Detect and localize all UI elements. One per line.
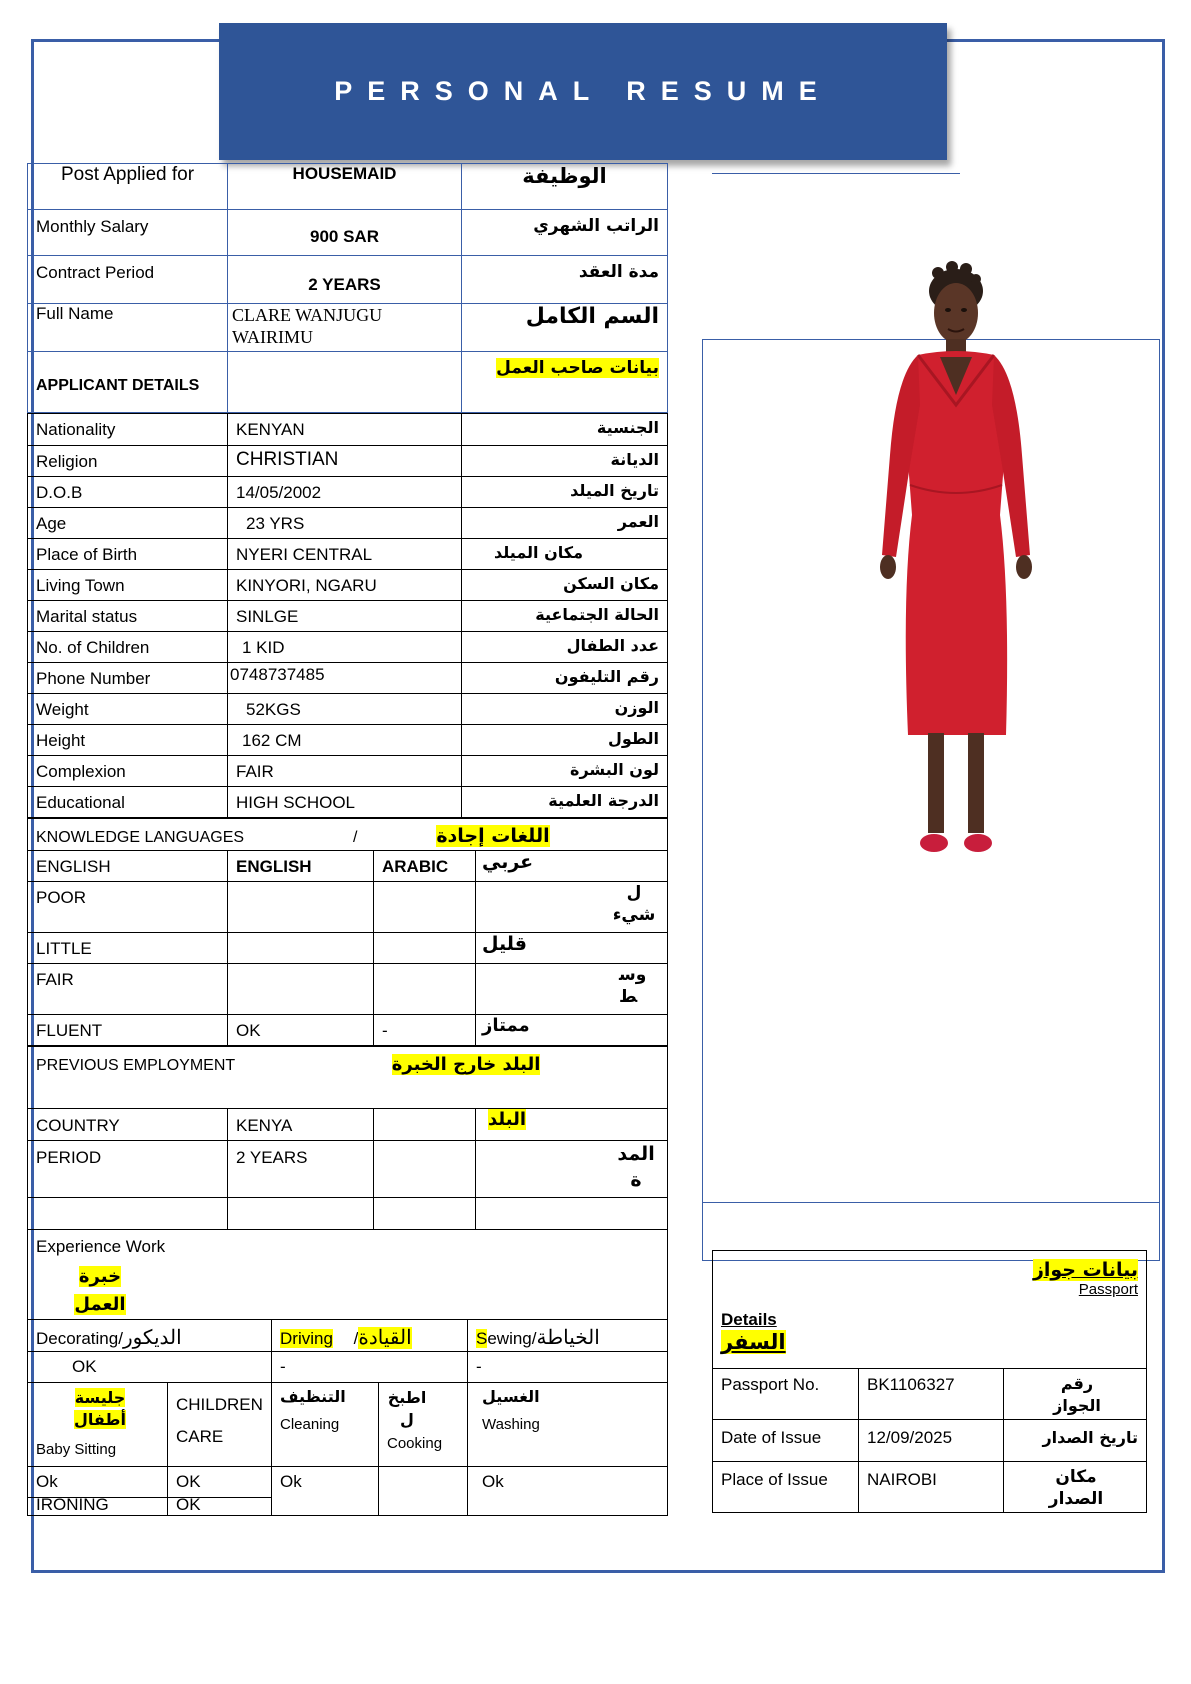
post-label: Post Applied for [28, 164, 228, 210]
lang-little-ar [374, 933, 476, 964]
experience-table [27, 1229, 668, 1516]
details-row [28, 663, 668, 694]
detail-value: 23 YRS [228, 508, 462, 539]
care-val-3 [379, 1467, 468, 1516]
skill-sewing-val: - [468, 1352, 668, 1383]
care-cleaning-ar: التنظيف [280, 1387, 346, 1406]
salary-value: 900 SAR [228, 210, 462, 256]
passport-no-label: Passport No. [713, 1369, 859, 1420]
detail-value: CHRISTIAN [228, 446, 462, 477]
applicant-photo [860, 255, 1050, 867]
detail-label: Living Town [28, 570, 228, 601]
care-cooking-en: Cooking [387, 1435, 443, 1452]
care-babysit-en: Baby Sitting [36, 1441, 117, 1458]
details-row [28, 725, 668, 756]
issue-place-label: Place of Issue [713, 1462, 859, 1513]
detail-value: HIGH SCHOOL [228, 787, 462, 818]
details-row [28, 787, 668, 818]
detail-value: NYERI CENTRAL [228, 539, 462, 570]
lang-head-3: عربي [476, 851, 668, 882]
care-babysit-ar: جليسة أطفال [74, 1388, 126, 1429]
skill-driving-sep: / [353, 1329, 359, 1348]
employment-table [27, 1046, 668, 1230]
ironing-value: OK [168, 1498, 272, 1516]
contract-label: Contract Period [28, 256, 228, 304]
languages-slash: / [352, 829, 358, 846]
detail-label: D.O.B [28, 477, 228, 508]
detail-arabic: الديانة [462, 446, 668, 477]
details-row [28, 446, 668, 477]
lang-head-1: ENGLISH [228, 851, 374, 882]
skill-driving: Driving [280, 1329, 333, 1348]
detail-label: Place of Birth [28, 539, 228, 570]
care-washing-en: Washing [482, 1416, 540, 1433]
passport-title-ar: بيانات جواز [1032, 1259, 1138, 1281]
issue-date-label: Date of Issue [713, 1420, 859, 1462]
issue-place-ar: مكان الصدار [1048, 1467, 1104, 1509]
care-val-1: OK [168, 1467, 272, 1498]
detail-arabic: عدد الطفال [462, 632, 668, 663]
experience-title-ar: خبرة العمل [74, 1266, 126, 1315]
details-row [28, 477, 668, 508]
care-washing-ar: الغسيل [482, 1387, 540, 1406]
person-figure [880, 261, 1032, 852]
detail-label: Phone Number [28, 663, 228, 694]
skill-decorating-ar: الديكور [122, 1327, 182, 1349]
fullname-value: CLARE WANJUGU WAIRIMU [228, 304, 462, 352]
detail-value: 1 KID [228, 632, 462, 663]
detail-value: 0748737485 [228, 663, 462, 694]
detail-value: SINLGE [228, 601, 462, 632]
skill-sewing-ar: الخياطة [536, 1327, 600, 1349]
detail-label: Height [28, 725, 228, 756]
detail-label: Complexion [28, 756, 228, 787]
passport-title-en: Passport [1078, 1281, 1138, 1298]
detail-arabic: مكان السكن [462, 570, 668, 601]
detail-value: KENYAN [228, 414, 462, 446]
applicant-details-ar: بيانات صاحب العمل [496, 358, 659, 378]
details-row [28, 414, 668, 446]
languages-table [27, 818, 668, 1046]
experience-title: Experience Work [36, 1237, 166, 1256]
care-children: CHILDREN CARE [168, 1383, 272, 1467]
lang-level-fair: FAIR [28, 964, 228, 1015]
decor-line [712, 173, 960, 174]
employment-title-ar: البلد خارج الخبرة [391, 1054, 541, 1075]
detail-arabic: الجنسية [462, 414, 668, 446]
detail-label: Nationality [28, 414, 228, 446]
details-row [28, 756, 668, 787]
detail-arabic: الوزن [462, 694, 668, 725]
resume-title: PERSONAL RESUME [334, 76, 832, 106]
details-row [28, 539, 668, 570]
skill-decorating: Decorating/ [36, 1329, 123, 1348]
period-ar: المدة [617, 1143, 655, 1191]
care-val-0: Ok [28, 1467, 168, 1498]
details-row [28, 570, 668, 601]
lang-fluent-label: ممتاز [476, 1015, 668, 1046]
detail-arabic: العمر [462, 508, 668, 539]
details-row [28, 508, 668, 539]
country-label: COUNTRY [28, 1109, 228, 1141]
contract-value: 2 YEARS [228, 256, 462, 304]
passport-details-en: Details [721, 1310, 777, 1329]
contract-ar: مدة العقد [462, 256, 668, 304]
detail-arabic: الحالة الجتماعية [462, 601, 668, 632]
detail-label: No. of Children [28, 632, 228, 663]
detail-label: Marital status [28, 601, 228, 632]
lang-fair-ar [374, 964, 476, 1015]
detail-label: Religion [28, 446, 228, 477]
skill-decorating-val: OK [28, 1352, 272, 1383]
detail-value: FAIR [228, 756, 462, 787]
passport-details-ar: السفر [721, 1330, 786, 1354]
header-table [27, 163, 668, 413]
lang-poor-ar [374, 882, 476, 933]
care-cleaning-en: Cleaning [280, 1416, 340, 1433]
detail-arabic: مكان الميلد [462, 539, 668, 570]
detail-arabic: تاريخ الميلد [462, 477, 668, 508]
details-row [28, 601, 668, 632]
detail-value: 52KGS [228, 694, 462, 725]
detail-value: KINYORI, NGARU [228, 570, 462, 601]
detail-label: Age [28, 508, 228, 539]
care-val-2: Ok [272, 1467, 379, 1516]
period-value: 2 YEARS [228, 1141, 374, 1198]
passport-table [712, 1250, 1147, 1513]
salary-ar: الراتب الشهري [462, 210, 668, 256]
detail-value: 14/05/2002 [228, 477, 462, 508]
lang-fluent-ar: - [374, 1015, 476, 1046]
passport-no-ar: رقم الجواز [1053, 1374, 1101, 1415]
detail-arabic: الطول [462, 725, 668, 756]
detail-arabic: رقم التليفون [462, 663, 668, 694]
lang-little-label: قليل [476, 933, 668, 964]
lang-fair-label: وسط [619, 965, 647, 1007]
lang-level-poor: POOR [28, 882, 228, 933]
lang-fluent-en: OK [228, 1015, 374, 1046]
issue-date-value: 12/09/2025 [859, 1420, 1004, 1462]
detail-label: Weight [28, 694, 228, 725]
care-val-4: Ok [468, 1467, 668, 1516]
title-banner [219, 23, 947, 160]
post-value: HOUSEMAID [228, 164, 462, 210]
passport-no-value: BK1106327 [859, 1369, 1004, 1420]
care-cooking-ar: اطبخ ل [387, 1388, 427, 1429]
detail-arabic: لون البشرة [462, 756, 668, 787]
lang-level-fluent: FLUENT [28, 1015, 228, 1046]
applicant-details-label: APPLICANT DETAILS [28, 352, 228, 413]
lang-poor-label: ل شيء [612, 883, 656, 925]
issue-date-ar: تاريخ الصدار [1004, 1420, 1147, 1462]
fullname-ar: السم الكامل [462, 304, 668, 352]
fullname-label: Full Name [28, 304, 228, 352]
detail-value: 162 CM [228, 725, 462, 756]
lang-head-2: ARABIC [374, 851, 476, 882]
photo-separator [702, 1202, 1160, 1203]
details-row [28, 632, 668, 663]
post-ar: الوظيفة [462, 164, 668, 210]
languages-title-ar: اللغات إجادة [436, 825, 550, 847]
details-row [28, 694, 668, 725]
period-label: PERIOD [28, 1141, 228, 1198]
ironing-label: IRONING [28, 1498, 168, 1516]
skill-driving-val: - [272, 1352, 468, 1383]
issue-place-value: NAIROBI [859, 1462, 1004, 1513]
lang-head-0: ENGLISH [28, 851, 228, 882]
salary-label: Monthly Salary [28, 210, 228, 256]
lang-poor-en [228, 882, 374, 933]
lang-little-en [228, 933, 374, 964]
lang-level-little: LITTLE [28, 933, 228, 964]
country-ar: البلد [488, 1109, 527, 1130]
details-table [27, 413, 668, 818]
detail-arabic: الدرجة العلمية [462, 787, 668, 818]
employment-title: PREVIOUS EMPLOYMENT [36, 1057, 235, 1074]
skill-sewing: S [476, 1329, 488, 1348]
languages-title: KNOWLEDGE LANGUAGES [36, 829, 245, 846]
skill-sewing-rest: ewing/ [487, 1329, 537, 1348]
applicant-details-value [228, 352, 462, 413]
country-value: KENYA [228, 1109, 374, 1141]
skill-driving-ar: القيادة [358, 1327, 412, 1349]
detail-label: Educational [28, 787, 228, 818]
lang-fair-en [228, 964, 374, 1015]
